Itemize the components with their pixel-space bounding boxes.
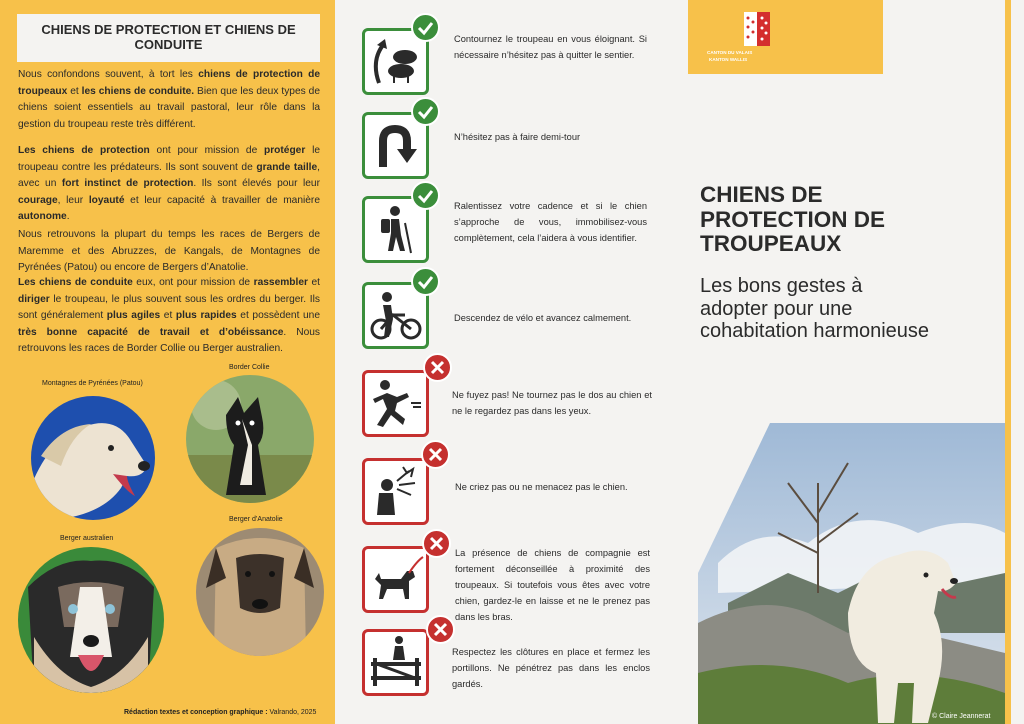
check-badge-icon	[411, 267, 440, 296]
dog-caption-patou: Montagnes de Pyrénées (Patou)	[42, 380, 143, 387]
credit-label: Rédaction textes et conception graphique :	[124, 709, 268, 716]
canton-logo-box	[688, 0, 883, 74]
protection-breeds-paragraph: Nous retrouvons la plupart du temps les races de Bergers de Maremme et des Abruzzes, de Kangals, de Montagnes de Pyrénées (Patou) ou encore de Bergers d’Anatolie.	[18, 229, 320, 274]
photo-patou	[31, 396, 155, 520]
rule-text-6: Ne criez pas ou ne menacez pas le chien.	[455, 482, 628, 492]
main-subtitle: Les bons gestes à adopter pour une cohabitation harmonieuse	[700, 275, 930, 342]
cross-badge-icon	[421, 440, 450, 469]
cross-badge-icon	[426, 615, 455, 644]
rule-text-5: Ne fuyez pas! Ne tournez pas le dos au chien et ne le regardez pas dans les yeux.	[452, 390, 652, 416]
rule-text-8: Respectez les clôtures en place et fermez les portillons. Ne pénétrez pas dans les enclos gardés.	[452, 647, 650, 689]
check-badge-icon	[411, 97, 440, 126]
dog-caption-anatolian: Berger d’Anatolie	[229, 516, 283, 523]
person-climbing-fence-icon	[365, 632, 426, 693]
shouting-person-icon	[365, 461, 426, 522]
dog-on-leash-icon	[365, 549, 426, 610]
rule-icon-running	[362, 370, 429, 437]
rule-text-1: Contournez le troupeau en vous éloignant. Si nécessaire n’hésitez pas à quitter le sentier.	[454, 34, 647, 60]
cross-badge-icon	[422, 529, 451, 558]
cross-badge-icon	[423, 353, 452, 382]
rule-icon-dog-leash	[362, 546, 429, 613]
credit-line	[124, 709, 316, 716]
left-panel	[0, 0, 335, 724]
photo-great-pyrenees-mountain	[698, 423, 1005, 724]
rule-text-4: Descendez de vélo et avancez calmement.	[454, 313, 632, 323]
protection-dogs-paragraph: Les chiens de protection ont pour mission de protéger le troupeau contre les prédateurs. Ils sont souvent de grande taille, avec un fort instinct de protection. Ils sont élevés pour leur courage, leur loyauté et leur capacité à travailler de manière autonome.	[18, 145, 320, 223]
rule-icon-shouting	[362, 458, 429, 525]
right-edge-stripe	[1005, 0, 1011, 724]
logo-text-fr: CANTON DU VALAIS	[707, 50, 753, 55]
rule-text-2: N’hésitez pas à faire demi-tour	[454, 132, 581, 142]
rule-text-7: La présence de chiens de compagnie est fortement déconseillée à proximité des troupeaux. Si toutefois vous êtes avec votre chien, gardez-le en laisse et ne le prenez pas dans les bras.	[455, 548, 650, 622]
photo-australian-shepherd	[18, 547, 164, 693]
running-person-icon	[365, 373, 426, 434]
dog-caption-border-collie: Border Collie	[229, 364, 270, 371]
main-title: CHIENS DE PROTECTION DE TROUPEAUX	[700, 182, 886, 256]
photo-anatolian-shepherd	[196, 528, 324, 656]
left-title-box	[17, 14, 320, 62]
rule-icon-fence	[362, 629, 429, 696]
credit-value: Valrando, 2025	[267, 709, 317, 716]
left-title: CHIENS DE PROTECTION ET CHIENS DE CONDUITE	[41, 22, 296, 52]
rule-text-3: Ralentissez votre cadence et si le chien s’approche de vous, immobilisez-vous complètement, cela l’aidera à vous identifier.	[454, 201, 647, 243]
photo-credit: © Claire Jeannerat	[932, 713, 991, 720]
canton-valais-crest-icon	[744, 12, 770, 46]
herding-dogs-paragraph: Les chiens de conduite eux, ont pour mission de rassembler et diriger le troupeau, le plus souvent sous les ordres du berger. Ils sont généralement plus agiles et plus rapides et possèdent une très bonne capacité de travail et d’obéissance. Nous retrouvons les races de Border Collie ou Berger australien.	[18, 277, 321, 355]
check-badge-icon	[411, 181, 440, 210]
photo-border-collie	[186, 375, 314, 503]
check-badge-icon	[411, 13, 440, 42]
intro-paragraph: Nous confondons souvent, à tort les chiens de protection de troupeaux et les chiens de conduite. Bien que les deux types de chiens soient essentiels au travail pastoral, leur rôle dans la gestion du troupeau reste très différent.	[18, 69, 320, 130]
logo-text-de: KANTON WALLIS	[709, 57, 748, 62]
dog-caption-australian-shepherd: Berger australien	[60, 535, 114, 542]
